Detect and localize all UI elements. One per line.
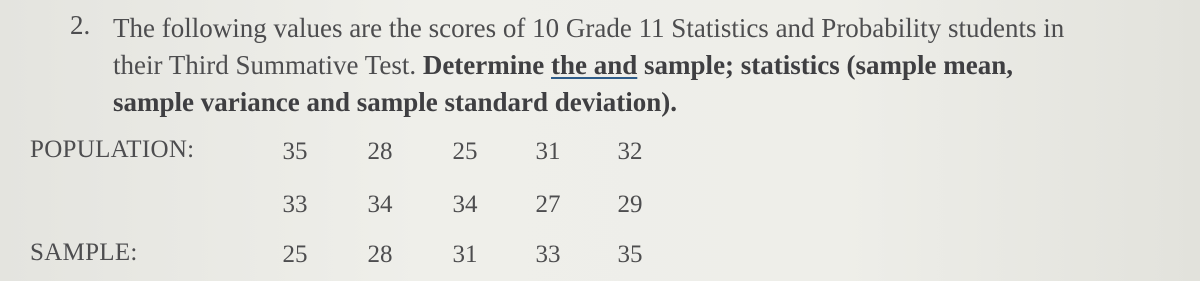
population-value: 33 <box>282 191 308 218</box>
question-line-3: sample variance and sample standard deviation). <box>113 87 678 117</box>
sample-value: 35 <box>617 241 643 268</box>
question-line-2 <box>113 47 1183 84</box>
question-line-2-bold: Determine <box>422 50 545 80</box>
sample-value: 33 <box>535 241 561 268</box>
question-text <box>113 10 1183 121</box>
population-value: 32 <box>617 138 643 165</box>
question-line-2-underlined: the and <box>551 50 638 80</box>
population-value: 34 <box>452 191 478 218</box>
population-value: 29 <box>617 191 643 218</box>
sample-label: SAMPLE: <box>30 239 138 266</box>
population-value: 35 <box>282 138 308 165</box>
population-value: 27 <box>535 191 561 218</box>
population-value: 28 <box>367 138 393 165</box>
sample-value: 25 <box>282 241 308 268</box>
question-line-1: The following values are the scores of 10 Grade 11 Statistics and Probability students in <box>113 13 1065 43</box>
population-value: 34 <box>367 191 393 218</box>
population-value: 31 <box>535 138 561 165</box>
question-number: 2. <box>70 10 91 40</box>
population-label: POPULATION: <box>30 136 195 163</box>
sample-value: 31 <box>452 241 478 268</box>
population-value: 25 <box>452 138 478 165</box>
question-line-2-plain: their Third Summative Test. <box>113 50 417 80</box>
question-line-2-bold-tail: sample; statistics (sample mean, <box>644 50 1014 80</box>
sample-value: 28 <box>367 241 393 268</box>
